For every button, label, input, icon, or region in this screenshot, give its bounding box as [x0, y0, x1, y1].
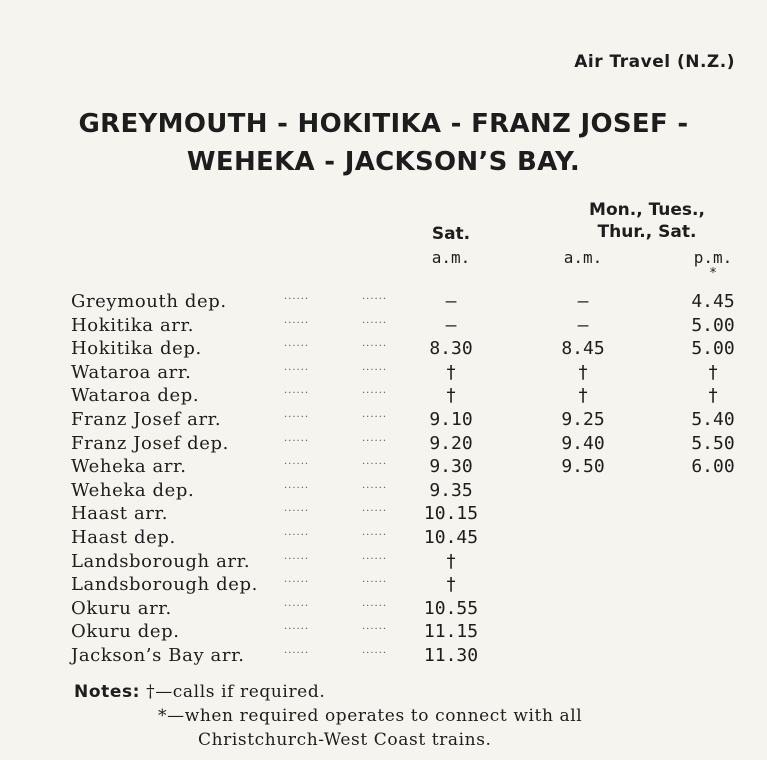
leader-dots: ...... — [284, 574, 310, 586]
station-name: Landsborough dep. — [71, 574, 258, 596]
leader-dots: ...... — [284, 621, 310, 633]
time-weekday-pm: 6.00 — [691, 456, 735, 478]
time-weekday-pm: 5.00 — [691, 338, 735, 360]
station-name: Jackson’s Bay arr. — [71, 645, 245, 666]
time-sat: † — [445, 385, 457, 407]
notes-line-1 — [74, 680, 325, 704]
title-line-1: GREYMOUTH - HOKITIKA - FRANZ JOSEF - — [78, 109, 689, 139]
station-name: Franz Josef dep. — [71, 432, 229, 454]
station-name: Weheka arr. — [71, 456, 187, 478]
col1-period: a.m. — [431, 248, 471, 267]
leader-dots: ...... — [284, 503, 310, 515]
leader-dots: ...... — [362, 432, 388, 444]
station-name: Franz Josef arr. — [71, 409, 222, 430]
leader-dots: ...... — [284, 527, 310, 538]
notes-label: Notes: — [74, 682, 141, 702]
time-sat: — — [445, 291, 457, 312]
leader-dots: ...... — [362, 291, 388, 302]
leader-dots: ...... — [362, 597, 388, 609]
leader-dots: ...... — [362, 385, 388, 397]
leader-dots: ...... — [362, 409, 388, 420]
time-weekday-am: 8.45 — [561, 338, 605, 360]
col3-period: p.m. — [693, 248, 733, 267]
time-sat: 10.15 — [423, 503, 479, 525]
leader-dots: ...... — [284, 432, 310, 444]
time-weekday-am: 9.50 — [561, 456, 605, 478]
time-sat: 9.10 — [429, 409, 473, 430]
station-name: Wataroa dep. — [71, 385, 200, 407]
station-name: Okuru dep. — [71, 621, 180, 643]
leader-dots: ...... — [284, 550, 310, 562]
time-sat: † — [445, 574, 457, 596]
leader-dots: ...... — [284, 338, 310, 350]
leader-dots: ...... — [362, 645, 388, 656]
station-name: Hokitika arr. — [71, 314, 195, 336]
station-name: Weheka dep. — [71, 479, 195, 501]
time-sat: † — [445, 550, 457, 572]
leader-dots: ...... — [362, 361, 388, 373]
col1-days: Sat. — [431, 224, 471, 244]
leader-dots: ...... — [284, 479, 310, 491]
station-name: Landsborough arr. — [71, 550, 251, 572]
time-weekday-am: † — [577, 361, 589, 383]
leader-dots: ...... — [362, 527, 388, 538]
leader-dots: ...... — [362, 479, 388, 491]
station-name: Haast dep. — [71, 527, 176, 548]
leader-dots: ...... — [284, 597, 310, 609]
col23-days-line2: Thur., Sat. — [597, 222, 697, 242]
col2-period: a.m. — [563, 248, 603, 267]
time-weekday-am: 9.40 — [561, 432, 605, 454]
time-sat: 8.30 — [429, 338, 473, 360]
leader-dots: ...... — [362, 456, 388, 468]
station-name: Hokitika dep. — [71, 338, 202, 360]
col23-days-line1: Mon., Tues., — [589, 200, 705, 220]
time-sat: 11.30 — [423, 645, 479, 666]
time-sat: 9.20 — [429, 432, 473, 454]
time-weekday-pm: 5.00 — [691, 314, 735, 336]
time-sat: † — [445, 361, 457, 383]
time-weekday-am: — — [577, 291, 589, 312]
time-sat: 9.35 — [429, 479, 473, 501]
leader-dots: ...... — [284, 361, 310, 373]
leader-dots: ...... — [362, 621, 388, 633]
station-name: Greymouth dep. — [71, 291, 227, 312]
time-weekday-am: 9.25 — [561, 409, 605, 430]
station-name: Okuru arr. — [71, 597, 172, 619]
note-connect: *—when required operates to connect with all — [158, 706, 583, 726]
time-weekday-pm: 5.40 — [691, 409, 735, 430]
note-connect-cont: Christchurch-West Coast trains. — [198, 730, 492, 750]
leader-dots: ...... — [362, 574, 388, 586]
leader-dots: ...... — [284, 385, 310, 397]
leader-dots: ...... — [362, 314, 388, 326]
time-weekday-pm: † — [707, 385, 719, 407]
leader-dots: ...... — [362, 338, 388, 350]
time-weekday-am: † — [577, 385, 589, 407]
section-header: Air Travel (N.Z.) — [574, 52, 735, 72]
leader-dots: ...... — [284, 291, 310, 302]
time-weekday-pm: † — [707, 361, 719, 383]
time-sat: 11.15 — [423, 621, 479, 643]
station-name: Wataroa arr. — [71, 361, 192, 383]
time-sat: — — [445, 314, 457, 336]
time-sat: 10.55 — [423, 597, 479, 619]
note-calls-if-required: †—calls if required. — [146, 682, 326, 702]
leader-dots: ...... — [284, 456, 310, 468]
time-sat: 10.45 — [423, 527, 479, 548]
time-sat: 9.30 — [429, 456, 473, 478]
leader-dots: ...... — [284, 645, 310, 656]
col3-asterisk: * — [709, 266, 717, 281]
time-weekday-am: — — [577, 314, 589, 336]
leader-dots: ...... — [362, 503, 388, 515]
time-weekday-pm: 4.45 — [691, 291, 735, 312]
title-line-2: WEHEKA - JACKSON’S BAY. — [186, 147, 581, 177]
leader-dots: ...... — [284, 314, 310, 326]
leader-dots: ...... — [362, 550, 388, 562]
leader-dots: ...... — [284, 409, 310, 420]
station-name: Haast arr. — [71, 503, 169, 525]
time-weekday-pm: 5.50 — [691, 432, 735, 454]
